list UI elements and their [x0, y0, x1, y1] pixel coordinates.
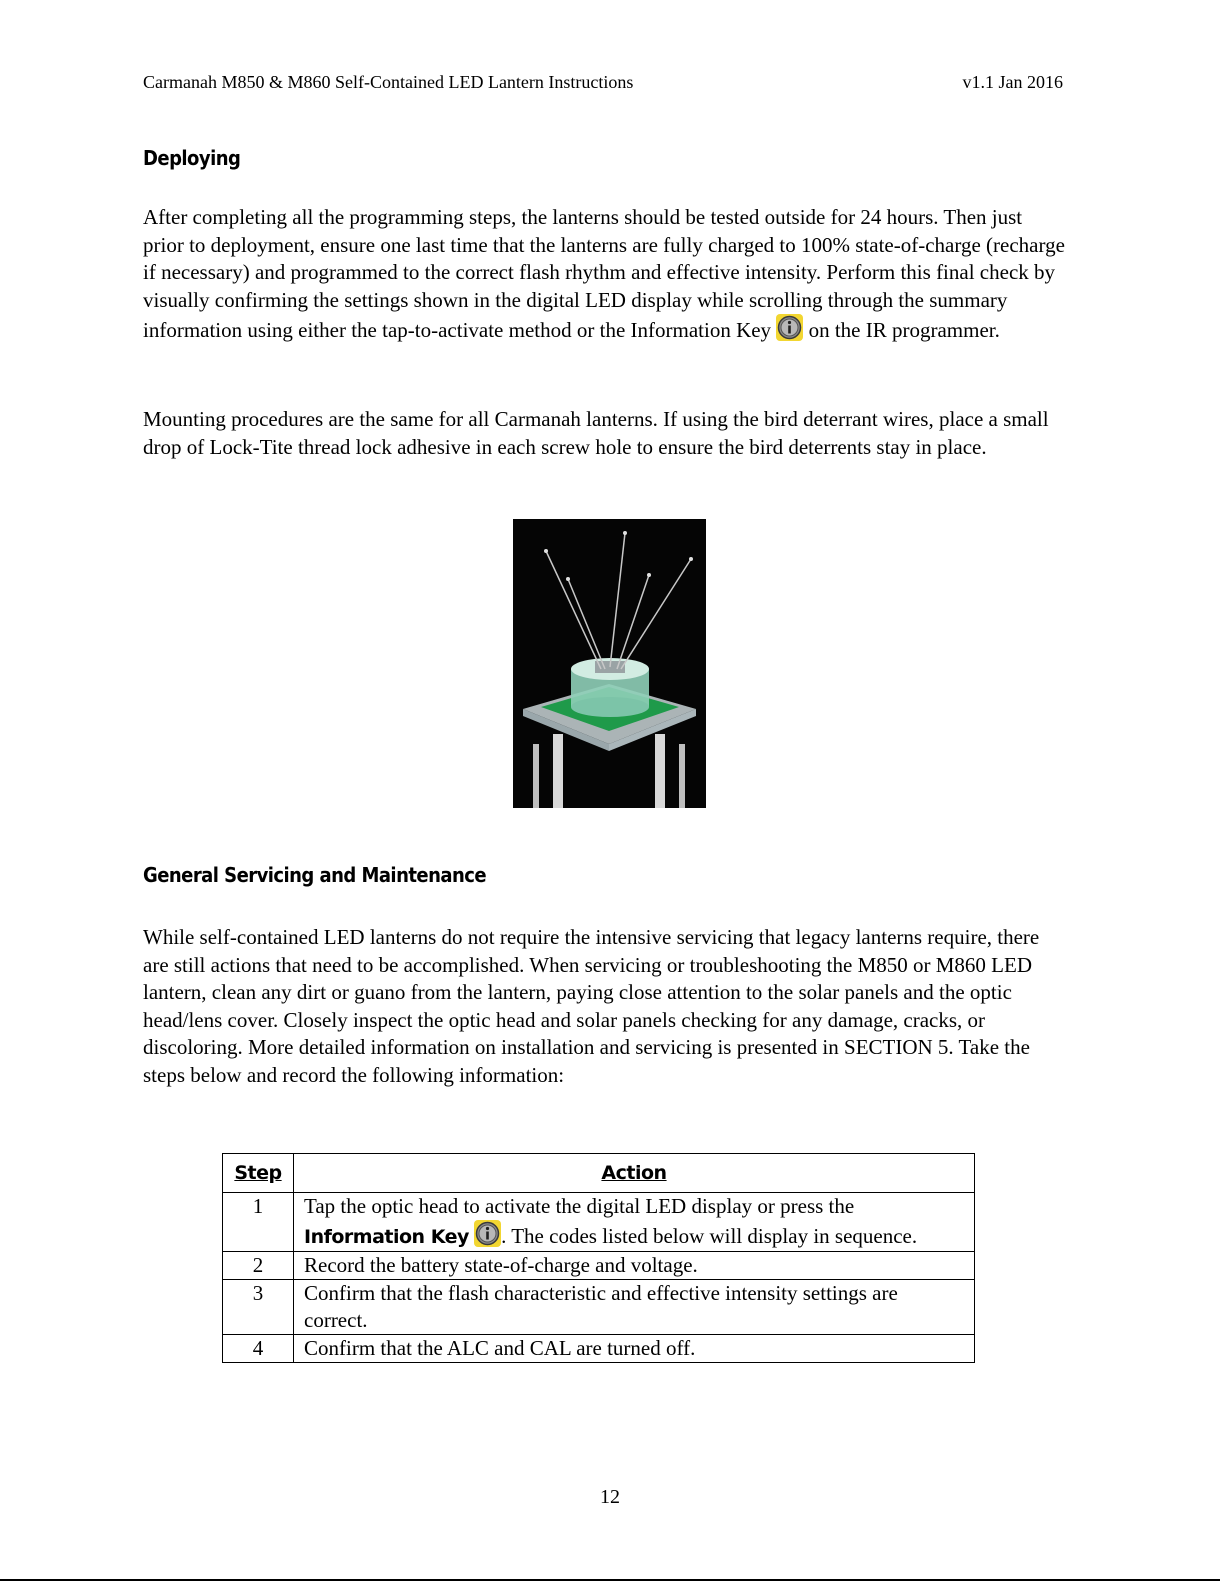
step-action-text-tail: . The codes listed below will display in sequence. — [501, 1224, 918, 1248]
bottom-divider — [0, 1579, 1220, 1581]
step-action — [294, 1193, 975, 1252]
page-number: 12 — [600, 1486, 620, 1508]
lantern-photo — [513, 519, 706, 808]
step-action: Record the battery state-of-charge and voltage. — [294, 1252, 975, 1280]
step-number: 2 — [223, 1252, 294, 1280]
table-row — [223, 1193, 975, 1252]
step-number: 4 — [223, 1335, 294, 1363]
table-row — [223, 1252, 975, 1280]
column-header-step: Step — [223, 1154, 294, 1193]
deploying-paragraph-1-tail: on the IR programmer. — [803, 318, 1000, 343]
info-key-icon — [776, 314, 803, 341]
steps-table — [222, 1153, 975, 1363]
deploying-paragraph-1-text: After completing all the programming steps, the lanterns should be tested outside for 24 hours. Then just prior to deployment, ensure one last time that the lanterns are fully charged to 100% state-of-charge (recharge if necessary) and programmed to the correct flash rhythm and effective intensity. Perform this final check by visually confirming the settings shown in the digital LED display while scrolling through the summary information using either the tap-to-activate method or the Information Key — [143, 205, 1065, 343]
deploying-paragraph-2: Mounting procedures are the same for all Carmanah lanterns. If using the bird deterrant wires, place a small drop of Lock-Tite thread lock adhesive in each screw hole to ensure the bird deterrents stay in place. — [143, 407, 1049, 459]
step-action-text: Tap the optic head to activate the digital LED display or press the — [304, 1194, 855, 1218]
info-key-icon — [474, 1220, 501, 1247]
servicing-heading: General Servicing and Maintenance — [143, 863, 487, 887]
table-row — [223, 1280, 975, 1335]
deploying-heading: Deploying — [143, 146, 241, 170]
step-action: Confirm that the ALC and CAL are turned off. — [294, 1335, 975, 1363]
information-key-label: Information Key — [304, 1226, 469, 1248]
table-row — [223, 1335, 975, 1363]
step-number: 3 — [223, 1280, 294, 1335]
servicing-paragraph: While self-contained LED lanterns do not require the intensive servicing that legacy lanterns require, there are still actions that need to be accomplished. When servicing or troubleshooting the M850 or M860 LED lantern, clean any dirt or guano from the lantern, paying close attention to the solar panels and the optic head/lens cover. Closely inspect the optic head and solar panels checking for any damage, cracks, or discoloring. More detailed information on installation and servicing is presented in SECTION 5. Take the steps below and record the following information: — [143, 925, 1040, 1087]
table-header-row — [223, 1154, 975, 1193]
step-action: Confirm that the flash characteristic and effective intensity settings are correct. — [294, 1280, 975, 1335]
deploying-paragraph-1 — [143, 204, 1068, 345]
step-number: 1 — [223, 1193, 294, 1252]
header-version: v1.1 Jan 2016 — [962, 72, 1063, 92]
column-header-action: Action — [294, 1154, 975, 1193]
header-title: Carmanah M850 & M860 Self-Contained LED Lantern Instructions — [143, 72, 634, 92]
